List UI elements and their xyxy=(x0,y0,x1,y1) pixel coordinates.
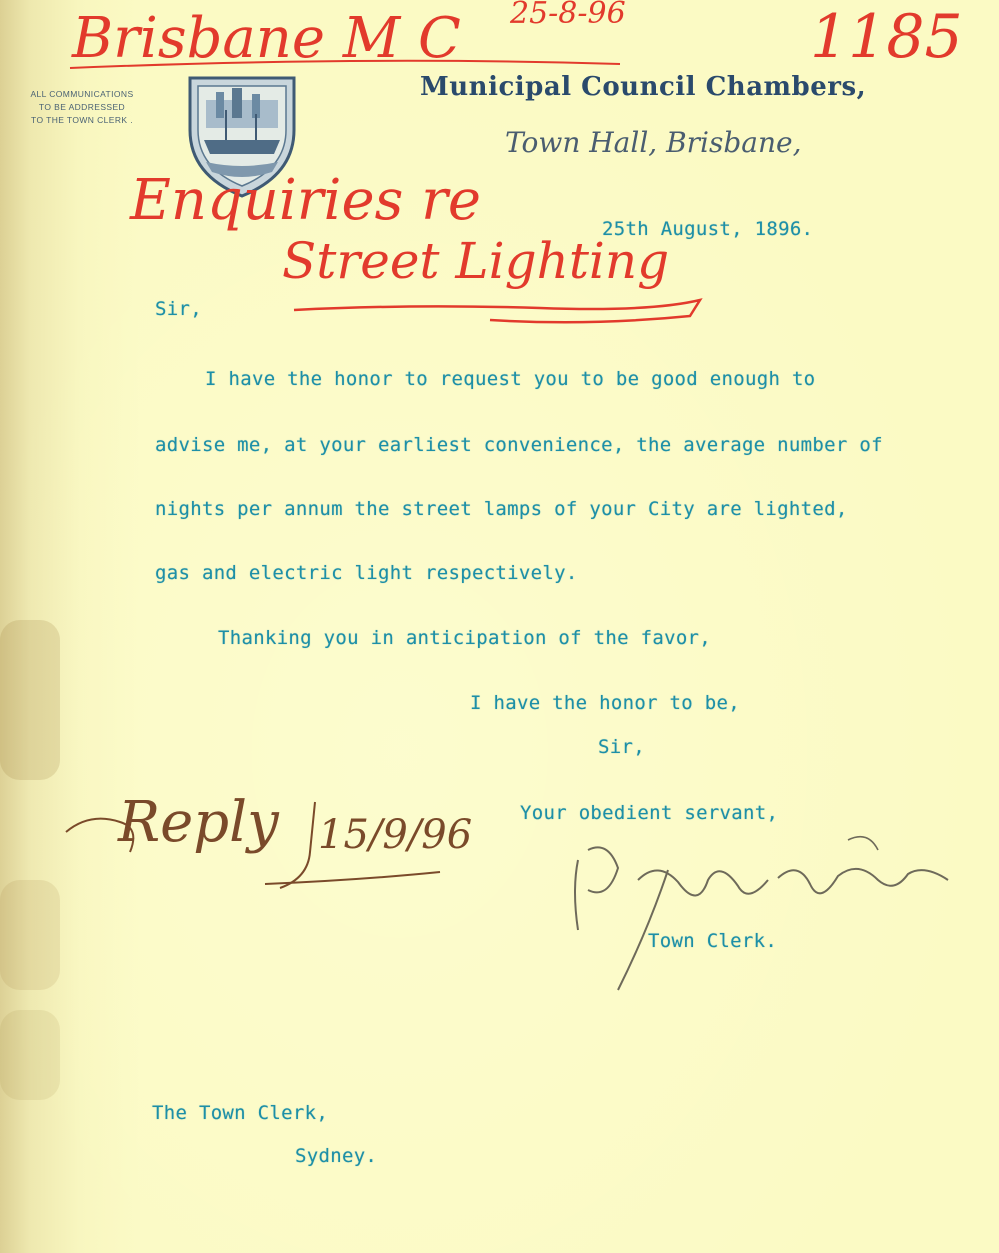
subject-line-1: Enquiries re xyxy=(130,168,482,233)
communications-note-line: ALL COMMUNICATIONS xyxy=(30,89,134,99)
subject-underline xyxy=(290,290,710,330)
red-annotation-date: 25-8-96 xyxy=(510,0,626,31)
closing-line-1: I have the honor to be, xyxy=(470,692,740,714)
reply-note: Reply xyxy=(118,790,279,855)
addressee-line-1: The Town Clerk, xyxy=(152,1102,329,1124)
reply-flourish xyxy=(60,792,460,902)
handwritten-signature xyxy=(548,820,968,1000)
thanks-line: Thanking you in anticipation of the favor, xyxy=(218,627,712,649)
closing-line-2: Sir, xyxy=(598,736,645,758)
communications-note-line: TO BE ADDRESSED xyxy=(38,102,126,112)
communications-note xyxy=(12,88,152,127)
subject-line-2: Street Lighting xyxy=(282,232,670,290)
reply-date: 15/9/96 xyxy=(318,812,473,858)
paper-stain xyxy=(0,620,60,780)
red-annotation-brisbane: Brisbane M C xyxy=(72,6,461,71)
body-line-3: nights per annum the street lamps of your City are lighted, xyxy=(155,498,848,520)
closing-line-3: Your obedient servant, xyxy=(520,802,779,824)
letterhead-title: Municipal Council Chambers, xyxy=(420,72,867,102)
body-line-4: gas and electric light respectively. xyxy=(155,562,578,584)
addressee-line-2: Sydney. xyxy=(295,1145,378,1167)
signatory-title: Town Clerk. xyxy=(648,930,778,952)
body-line-1: I have the honor to request you to be good enough to xyxy=(205,368,816,390)
communications-note-line: TO THE TOWN CLERK . xyxy=(31,115,133,125)
salutation: Sir, xyxy=(155,298,202,320)
paper-stain xyxy=(0,1010,60,1100)
top-annotation-underline xyxy=(60,10,860,80)
paper-stain xyxy=(0,880,60,990)
body-line-2: advise me, at your earliest convenience, the average number of xyxy=(155,434,883,456)
file-number: 1185 xyxy=(810,2,963,72)
letterhead-subtitle: Town Hall, Brisbane, xyxy=(505,126,802,159)
letter-date: 25th August, 1896. xyxy=(602,218,814,240)
